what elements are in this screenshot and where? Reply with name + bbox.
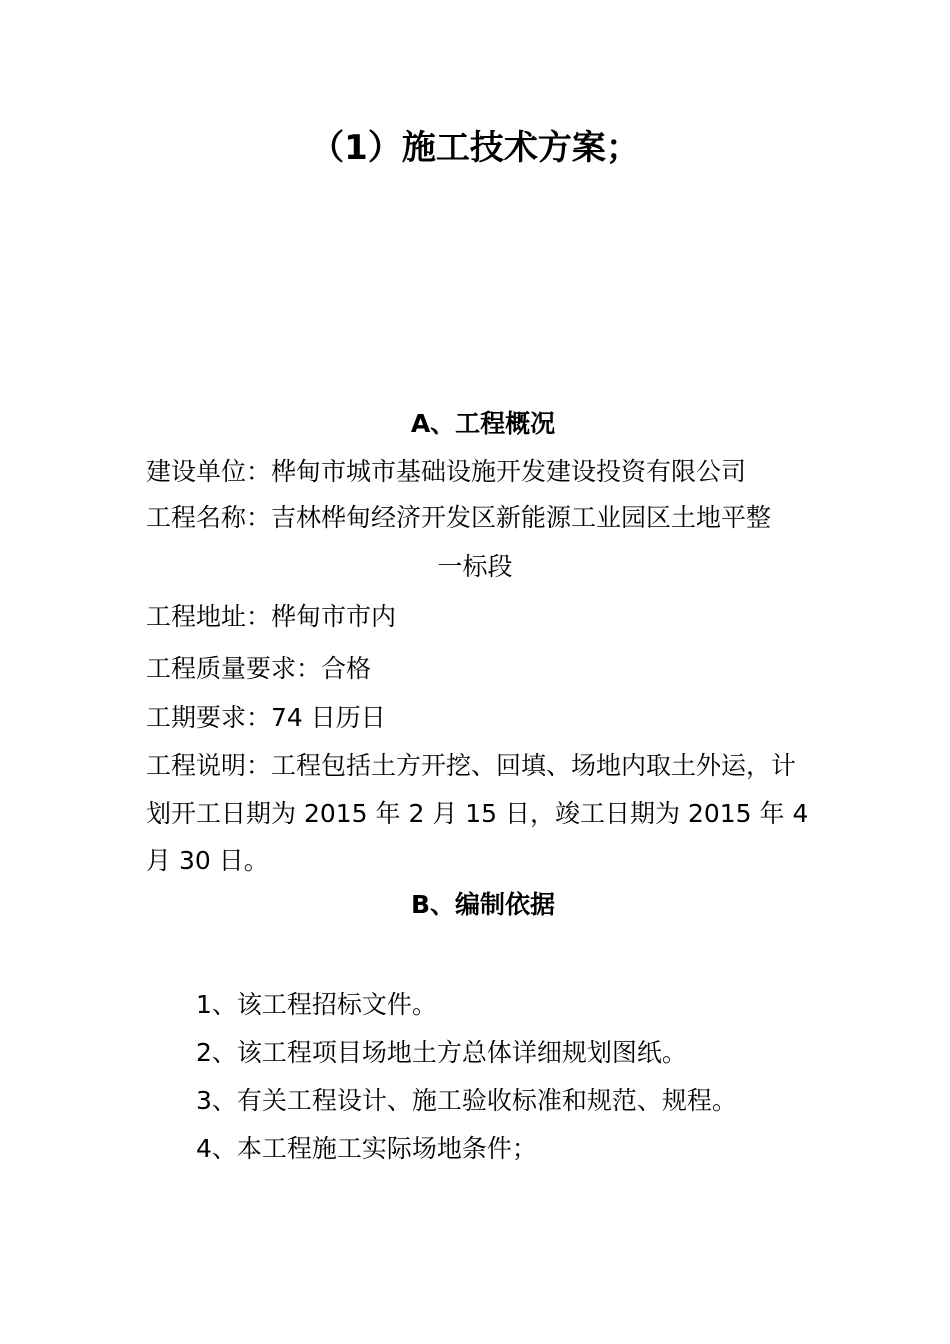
section-a-heading: A、工程概况 [410,409,556,438]
project-name-continuation: 一标段 [437,552,513,581]
quality-requirement-line: 工程质量要求：合格 [146,654,372,683]
project-description-line-1: 工程说明：工程包括土方开挖、回填、场地内取土外运，计 [146,751,797,780]
basis-item-2: 2、该工程项目场地土方总体详细规划图纸。 [196,1038,687,1067]
section-b-heading: B、编制依据 [410,890,556,919]
page-title: （1）施工技术方案； [310,128,640,168]
project-address-line: 工程地址：桦甸市市内 [146,602,397,631]
basis-item-4: 4、本工程施工实际场地条件； [196,1134,537,1163]
basis-item-3: 3、有关工程设计、施工验收标准和规范、规程。 [196,1086,737,1115]
project-description-line-3: 月 30 日。 [146,846,269,875]
duration-requirement-line: 工期要求：74 日历日 [146,703,386,732]
construction-unit-line: 建设单位：桦甸市城市基础设施开发建设投资有限公司 [146,457,747,486]
project-description-line-2: 划开工日期为 2015 年 2 月 15 日，竣工日期为 2015 年 4 [146,799,809,828]
basis-item-1: 1、该工程招标文件。 [196,990,437,1019]
project-name-line: 工程名称：吉林桦甸经济开发区新能源工业园区土地平整 [146,503,772,532]
